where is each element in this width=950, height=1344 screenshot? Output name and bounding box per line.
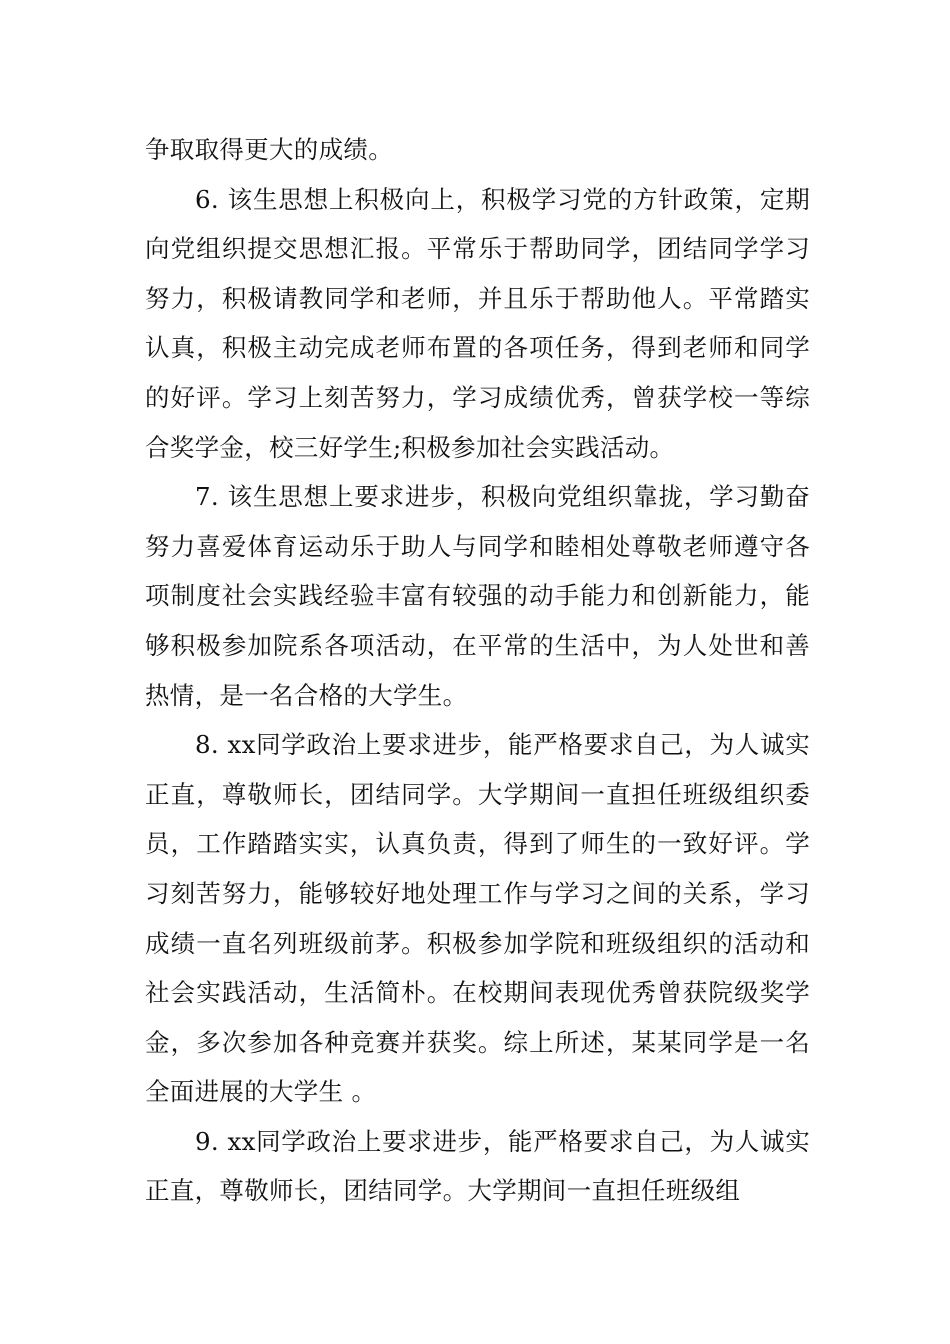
paragraph-continuation: 争取取得更大的成绩。 (145, 135, 393, 164)
paragraph-item-9: 9. xx同学政治上要求进步，能严格要求自己，为人诚实正直，尊敬师长，团结同学。大学期间一直担任班级组 (145, 1126, 810, 1206)
paragraph-item-6: 6. 该生思想上积极向上，积极学习党的方针政策，定期向党组织提交思想汇报。平常乐于帮助同学，团结同学学习努力，积极请教同学和老师，并且乐于帮助他人。平常踏实认真，积极主动完成老师布置的各项任务，得到老师和同学的好评。学习上刻苦努力，学习成绩优秀，曾获学校一等综合奖学金，校三好学生;积极参加社会实践活动。 (145, 184, 810, 462)
document-body (145, 125, 810, 1216)
paragraph-item-8: 8. xx同学政治上要求进步，能严格要求自己，为人诚实正直，尊敬师长，团结同学。大学期间一直担任班级组织委员，工作踏踏实实，认真负责，得到了师生的一致好评。学习刻苦努力，能够较好地处理工作与学习之间的关系，学习成绩一直名列班级前茅。积极参加学院和班级组织的活动和社会实践活动，生活简朴。在校期间表现优秀曾获院级奖学金，多次参加各种竞赛并获奖。综上所述，某某同学是一名全面进展的大学生 。 (145, 730, 810, 1107)
paragraph-item-7: 7. 该生思想上要求进步，积极向党组织靠拢，学习勤奋努力喜爱体育运动乐于助人与同学和睦相处尊敬老师遵守各项制度社会实践经验丰富有较强的动手能力和创新能力，能够积极参加院系各项活动，在平常的生活中，为人处世和善热情，是一名合格的大学生。 (145, 482, 810, 710)
